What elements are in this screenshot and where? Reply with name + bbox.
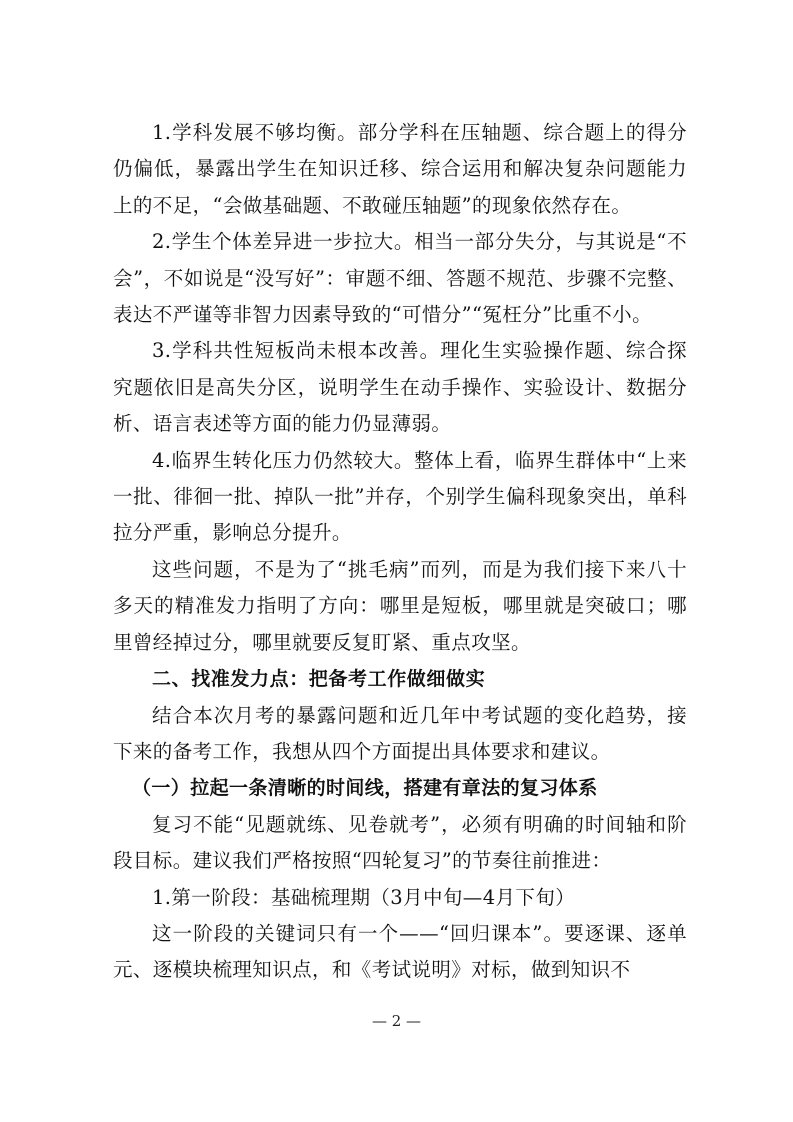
page-number: — 2 — [371,1012,422,1030]
paragraph-point-1: 1.学科发展不够均衡。部分学科在压轴题、综合题上的得分仍偏低，暴露出学生在知识迁移、综合运用和解决复杂问题能力上的不足，“会做基础题、不敢碰压轴题”的现象依然存在。 [113,121,687,217]
paragraph-point-2: 2.学生个体差异进一步拉大。相当一部分失分，与其说是“不会”，不如说是“没写好”：审题不细、答题不规范、步骤不完整、表达不严谨等非智力因素导致的“可惜分”“冤枉分”比重不小。 [113,230,687,327]
paragraph-stage-1: 1.第一阶段：基础梳理期（3月中旬—4月下旬） [152,885,576,909]
paragraph-review-rhythm: 复习不能“见题就练、见卷就考”，必须有明确的时间轴和阶段目标。建议我们严格按照“四轮复习”的节奏往前推进： [113,812,687,873]
paragraph-point-3: 3.学科共性短板尚未根本改善。理化生实验操作题、综合探究题依旧是高失分区，说明学生在动手操作、实验设计、数据分析、语言表述等方面的能力仍显薄弱。 [113,339,687,436]
document-body [113,115,687,989]
paragraph-summary: 这些问题，不是为了“挑毛病”而列，而是为我们接下来八十多天的精准发力指明了方向：哪里是短板，哪里就是突破口；哪里曾经掉过分，哪里就要反复盯紧、重点攻坚。 [113,557,687,654]
paragraph-intro: 结合本次月考的暴露问题和近几年中考试题的变化趋势，接下来的备考工作，我想从四个方面提出具体要求和建议。 [113,703,687,763]
section-heading-2: 二、找准发力点：把备考工作做细做实 [152,668,486,691]
subsection-heading-1: （一）拉起一条清晰的时间线，搭建有章法的复习体系 [132,777,598,800]
paragraph-stage-1-detail: 这一阶段的关键词只有一个——“回归课本”。要逐课、逐单元、逐模块梳理知识点，和《考试说明》对标，做到知识不 [113,921,687,982]
paragraph-point-4: 4.临界生转化压力仍然较大。整体上看，临界生群体中“上来一批、徘徊一批、掉队一批”并存，个别学生偏科现象突出，单科拉分严重，影响总分提升。 [113,448,687,545]
